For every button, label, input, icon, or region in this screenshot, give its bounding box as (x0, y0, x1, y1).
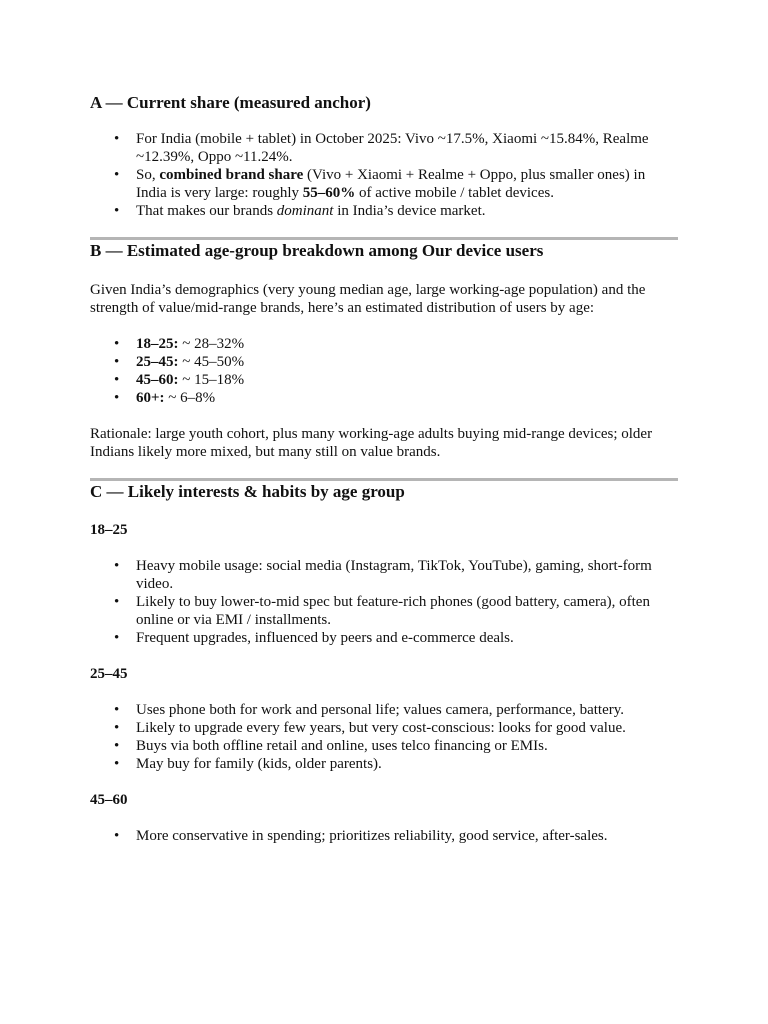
section-b-intro: Given India’s demographics (very young median age, large working-age population) and the strength of value/mid-range brands, here’s an estimated distribution of users by age: (90, 282, 646, 316)
age-group-item (136, 371, 678, 389)
habits-list-18-25 (90, 557, 678, 647)
age-group-value: ~ 28–32% (178, 336, 245, 352)
age-group-list (90, 335, 678, 407)
age-group-label: 60+: (136, 390, 165, 406)
age-group-item (136, 353, 678, 371)
list-item: • More conservative in spending; prioritizes reliability, good service, after-sales. (136, 827, 678, 845)
combined-share-value: 55–60% (302, 185, 356, 201)
age-group-value: ~ 15–18% (178, 372, 245, 388)
list-item: • Heavy mobile usage: social media (Instagram, TikTok, YouTube), gaming, short-form video. (136, 557, 678, 593)
section-a (90, 92, 678, 220)
dominant-emphasis: dominant (276, 203, 334, 219)
market-share-text: For India (mobile + tablet) in October 2025: Vivo ~17.5%, Xiaomi ~15.84%, Realme ~12.39%, Oppo ~11.24%. (136, 131, 649, 165)
age-group-item (136, 389, 678, 407)
age-group-heading-25-45: 25–45 (90, 666, 128, 682)
age-group-item (136, 335, 678, 353)
age-group-heading-45-60: 45–60 (90, 792, 128, 808)
age-group-label: 25–45: (136, 354, 179, 370)
age-group-value: ~ 6–8% (164, 390, 216, 406)
combined-brand-share-label: combined brand share (159, 167, 304, 183)
section-b (90, 240, 678, 461)
age-group-label: 18–25: (136, 336, 179, 352)
list-item: • Likely to upgrade every few years, but very cost-conscious: looks for good value. (136, 719, 678, 737)
list-item: • May buy for family (kids, older parents). (136, 755, 678, 773)
section-a-title: A — Current share (measured anchor) (90, 93, 371, 112)
list-item: • Likely to buy lower-to-mid spec but feature-rich phones (good battery, camera), often online or via EMI / installments. (136, 593, 678, 629)
list-item: • So, combined brand share (Vivo + Xiaomi + Realme + Oppo, plus smaller ones) in India is very large: roughly 55–60% of active mobile / tablet devices. (136, 166, 678, 202)
age-group-value: ~ 45–50% (178, 354, 245, 370)
section-b-title: B — Estimated age-group breakdown among Our device users (90, 241, 544, 260)
list-item: • That makes our brands dominant in India’s device market. (136, 202, 678, 220)
age-group-heading-18-25: 18–25 (90, 522, 128, 538)
section-a-bullets (90, 130, 678, 220)
list-item: • Frequent upgrades, influenced by peers and e-commerce deals. (136, 629, 678, 647)
habits-list-45-60 (90, 827, 678, 845)
list-item: • Buys via both offline retail and online, uses telco financing or EMIs. (136, 737, 678, 755)
habits-list-25-45 (90, 701, 678, 773)
age-group-label: 45–60: (136, 372, 179, 388)
section-c (90, 481, 678, 845)
list-item: • Uses phone both for work and personal life; values camera, performance, battery. (136, 701, 678, 719)
section-b-rationale: Rationale: large youth cohort, plus many working-age adults buying mid-range devices; older Indians likely more mixed, but many still on value brands. (90, 426, 653, 460)
section-c-title: C — Likely interests & habits by age group (90, 482, 405, 501)
list-item (136, 130, 678, 166)
